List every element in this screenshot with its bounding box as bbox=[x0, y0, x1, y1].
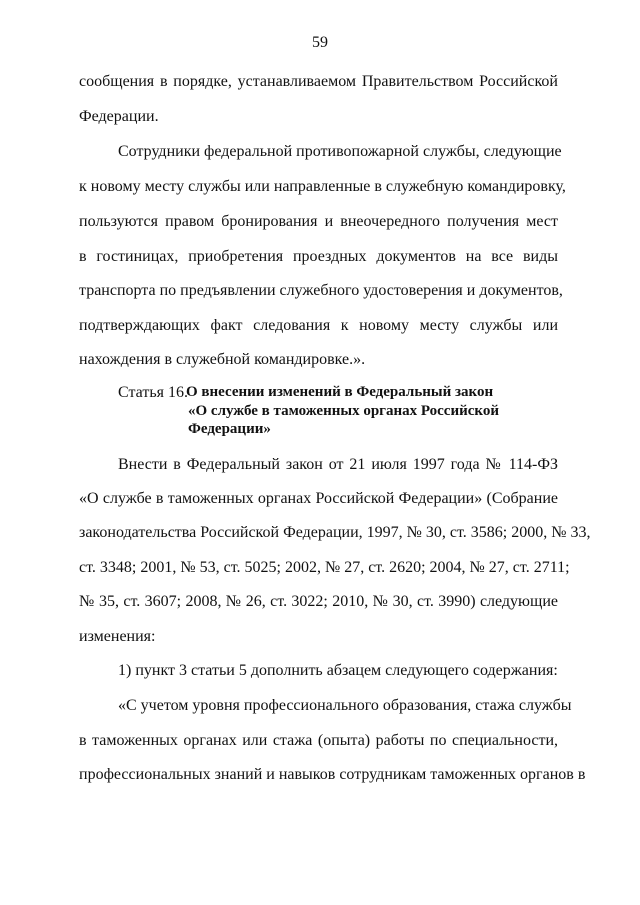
text-line: ст. 3348; 2001, № 53, ст. 5025; 2002, № 27, ст. 2620; 2004, № 27, ст. 2711; bbox=[79, 559, 570, 576]
article-title-line: Федерации» bbox=[188, 421, 271, 437]
text-line: подтверждающих факт следования к новому месту службы или bbox=[79, 317, 558, 334]
text-line: законодательства Российской Федерации, 1997, № 30, ст. 3586; 2000, № 33, bbox=[79, 524, 591, 541]
text-line: изменения: bbox=[79, 628, 156, 645]
text-line: «С учетом уровня профессионального образования, стажа службы bbox=[118, 697, 572, 714]
article-label: Статья 16. bbox=[118, 384, 188, 401]
article-title bbox=[188, 383, 528, 439]
text-line: транспорта по предъявлении служебного удостоверения и документов, bbox=[79, 282, 563, 299]
article-title-line: О внесении изменений в Федеральный закон bbox=[186, 384, 494, 400]
text-line: в гостиницах, приобретения проездных документов на все виды bbox=[79, 248, 558, 265]
text-line: сообщения в порядке, устанавливаемом Правительством Российской bbox=[79, 73, 558, 90]
text-line: № 35, ст. 3607; 2008, № 26, ст. 3022; 2010, № 30, ст. 3990) следующие bbox=[79, 593, 558, 610]
text-line: к новому месту службы или направленные в служебную командировку, bbox=[79, 178, 566, 195]
text-line: Федерации. bbox=[79, 108, 159, 125]
text-line: нахождения в служебной командировке.». bbox=[79, 351, 366, 368]
text-line: Сотрудники федеральной противопожарной службы, следующие bbox=[118, 143, 562, 160]
text-line: 1) пункт 3 статьи 5 дополнить абзацем следующего содержания: bbox=[118, 662, 558, 679]
text-line: Внести в Федеральный закон от 21 июля 1997 года № 114-ФЗ bbox=[118, 456, 558, 473]
text-line: пользуются правом бронирования и внеочередного получения мест bbox=[79, 213, 558, 230]
article-title-line: «О службе в таможенных органах Российской bbox=[188, 402, 499, 419]
text-line: профессиональных знаний и навыков сотрудникам таможенных органов в bbox=[79, 766, 586, 783]
text-line: в таможенных органах или стажа (опыта) работы по специальности, bbox=[79, 732, 558, 749]
text-line: «О службе в таможенных органах Российской Федерации» (Собрание bbox=[79, 490, 558, 507]
page-number: 59 bbox=[312, 34, 328, 51]
